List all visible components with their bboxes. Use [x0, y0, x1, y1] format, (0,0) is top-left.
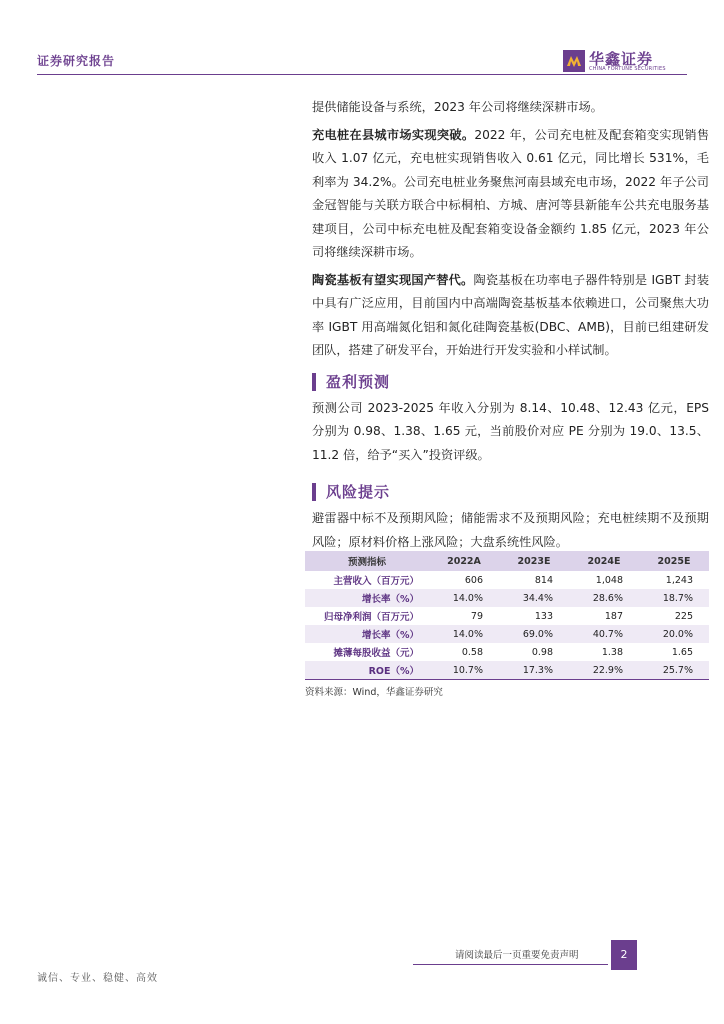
- table-cell: 20.0%: [639, 625, 709, 643]
- table-cell: 0.98: [531, 646, 553, 658]
- table-cell: 18.7%: [639, 589, 709, 607]
- table-cell: 17.3%: [499, 661, 569, 680]
- logo-mark-icon: [563, 50, 585, 72]
- disclaimer-notice: 请阅读最后一页重要免责声明: [455, 950, 579, 961]
- paragraph-energy-storage: 提供储能设备与系统，2023 年公司将继续深耕市场。: [312, 100, 603, 114]
- table-cell: 187: [604, 610, 623, 622]
- row-label: 摊薄每股收益（元）: [333, 648, 419, 659]
- table-cell: 1.65: [671, 646, 693, 658]
- table-cell: 0.58: [461, 646, 483, 658]
- section-heading-risk: [312, 481, 709, 503]
- paragraph-risk: 避雷器中标不及预期风险；储能需求不及预期风险；充电桩续期不及预期风险；原材料价格上涨风险；大盘系统性风险。: [312, 511, 709, 549]
- paragraph-forecast: 预测公司 2023-2025 年收入分别为 8.14、10.48、12.43 亿元，EPS 分别为 0.98、1.38、1.65 元，当前股价对应 PE 分别为 19.0、13.5、11.2 倍，给予“买入”投资评级。: [312, 400, 709, 462]
- section-heading-forecast: [312, 371, 709, 393]
- footer-divider: [413, 964, 608, 965]
- paragraph-ceramic-substrate: [312, 269, 709, 363]
- column-header: 2023E: [499, 551, 569, 571]
- table-header-row: [305, 551, 709, 571]
- table-row: [305, 661, 709, 680]
- table-row: [305, 571, 709, 589]
- section-marker: [312, 483, 316, 501]
- section-title: 风险提示: [326, 483, 391, 501]
- logo-text-cn: 华鑫证券: [589, 50, 654, 68]
- table-cell: 814: [534, 574, 553, 586]
- table-cell: 34.4%: [499, 589, 569, 607]
- section-title: 盈利预测: [326, 372, 391, 391]
- table-cell: 10.7%: [429, 661, 499, 680]
- report-type-label: 证券研究报告: [37, 54, 116, 68]
- column-header: 2024E: [569, 551, 639, 571]
- paragraph-text: 2022 年，公司充电桩及配套箱变实现销售收入 1.07 亿元，充电桩实现销售收入 0.61 亿元，同比增长 531%，毛利率为 34.2%。公司充电桩业务聚焦河南县域充电市场，2022 年子公司金冠智能与关联方联合中标桐柏、方城、唐河等县新能车公共充电服务基建项目，公司中标充电桩及配套箱变设备金额约 1.85 亿元，2023 年公司将继续深耕市场。: [312, 127, 710, 259]
- row-label: ROE（%）: [305, 661, 429, 680]
- column-header: 2022A: [429, 551, 499, 571]
- paragraph-charging-pile: [312, 124, 709, 265]
- table-cell: 40.7%: [569, 625, 639, 643]
- table-cell: 225: [674, 610, 693, 622]
- table-cell: 28.6%: [569, 589, 639, 607]
- row-label: 增长率（%）: [305, 589, 429, 607]
- header-divider: [37, 74, 687, 75]
- row-label: 增长率（%）: [305, 625, 429, 643]
- table-cell: 133: [534, 610, 553, 622]
- table-cell: 1,048: [595, 574, 623, 586]
- table-cell: 1.38: [601, 646, 623, 658]
- row-label: 主营收入（百万元）: [333, 576, 419, 587]
- forecast-table: [305, 551, 709, 680]
- paragraph-text: 陶瓷基板在功率电子器件特别是 IGBT 封装中具有广泛应用，目前国内中高端陶瓷基板基本依赖进口，公司聚焦大功率 IGBT 用高端氮化铝和氮化硅陶瓷基板(DBC、AMB)，目前已组建研发团队，搭建了研发平台，开始进行开发实验和小样试制。: [312, 272, 710, 357]
- table-row: [305, 643, 709, 661]
- paragraph-lead: 充电桩在县城市场实现突破。: [312, 127, 475, 142]
- company-motto: 诚信、专业、稳健、高效: [37, 973, 158, 984]
- table-cell: 606: [464, 574, 483, 586]
- table-cell: 69.0%: [499, 625, 569, 643]
- table-cell: 25.7%: [639, 661, 709, 680]
- table-cell: 14.0%: [429, 625, 499, 643]
- section-marker: [312, 373, 316, 391]
- table-cell: 22.9%: [569, 661, 639, 680]
- main-content: [312, 96, 709, 554]
- table-source-note: 资料来源：Wind，华鑫证券研究: [305, 687, 443, 698]
- page-number: 2: [611, 940, 637, 970]
- column-header: 预测指标: [305, 551, 429, 571]
- row-label: 归母净利润（百万元）: [323, 612, 419, 623]
- logo-text-en: CHINA FORTUNE SECURITIES: [589, 66, 666, 72]
- table-row: [305, 607, 709, 625]
- company-logo: [563, 47, 683, 75]
- table-cell: 14.0%: [429, 589, 499, 607]
- table-cell: 1,243: [665, 574, 693, 586]
- paragraph-lead: 陶瓷基板有望实现国产替代。: [312, 272, 474, 287]
- table-cell: 79: [470, 610, 483, 622]
- table-row: [305, 625, 709, 643]
- column-header: 2025E: [639, 551, 709, 571]
- table-row: [305, 589, 709, 607]
